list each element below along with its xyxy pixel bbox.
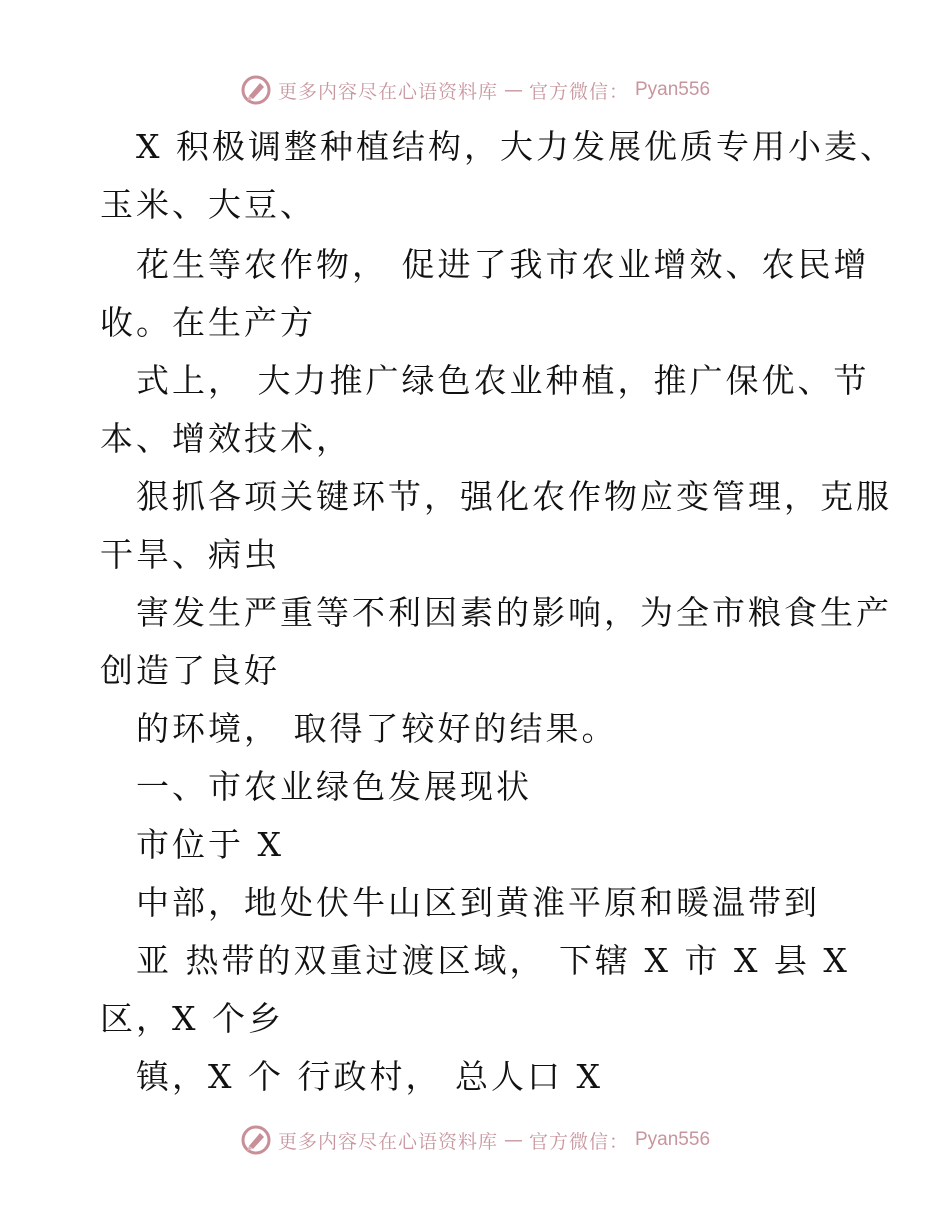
- text-line: 中部，地处伏牛山区到黄淮平原和暖温带到: [136, 883, 820, 922]
- pen-seal-logo-icon: [240, 1124, 272, 1156]
- text-line: 干旱、病虫: [100, 535, 280, 574]
- watermark-brand-text: 更多内容尽在心语资料库: [277, 1130, 498, 1153]
- watermark-brand-text: 更多内容尽在心语资料库: [277, 80, 498, 103]
- text-line: 亚 热带的双重过渡区域， 下辖 X 市 X 县 X: [136, 941, 850, 980]
- text-line: 花生等农作物， 促进了我市农业增效、农民增: [136, 245, 870, 284]
- text-line: 害发生严重等不利因素的影响，为全市粮食生产: [136, 593, 892, 632]
- watermark-separator: —: [503, 1129, 523, 1151]
- watermark-header: [0, 70, 950, 110]
- text-line: X 积极调整种植结构，大力发展优质专用小麦、: [136, 127, 896, 166]
- watermark-separator: —: [503, 79, 523, 101]
- text-line: 创造了良好: [100, 651, 280, 690]
- text-line: 式上， 大力推广绿色农业种植，推广保优、节: [136, 361, 870, 400]
- watermark-footer: [0, 1120, 950, 1160]
- text-line: 镇，X 个 行政村， 总人口 X: [136, 1057, 603, 1096]
- text-line: 市位于 X: [136, 825, 284, 864]
- text-line: 狠抓各项关键环节，强化农作物应变管理，克服: [136, 477, 892, 516]
- watermark-label: 官方微信：: [528, 80, 629, 103]
- watermark-wechat-id: Pyan556: [635, 79, 711, 100]
- watermark-wechat-id: Pyan556: [635, 1129, 711, 1150]
- text-line: 本、增效技术，: [100, 419, 352, 458]
- pen-seal-logo-icon: [240, 74, 272, 106]
- text-line: 的环境， 取得了较好的结果。: [136, 709, 618, 748]
- text-line: 玉米、大豆、: [100, 185, 316, 224]
- text-line: 区，X 个乡: [100, 999, 284, 1038]
- watermark-label: 官方微信：: [528, 1130, 629, 1153]
- text-line: 收。在生产方: [100, 303, 316, 342]
- section-heading: 一、市农业绿色发展现状: [136, 767, 532, 806]
